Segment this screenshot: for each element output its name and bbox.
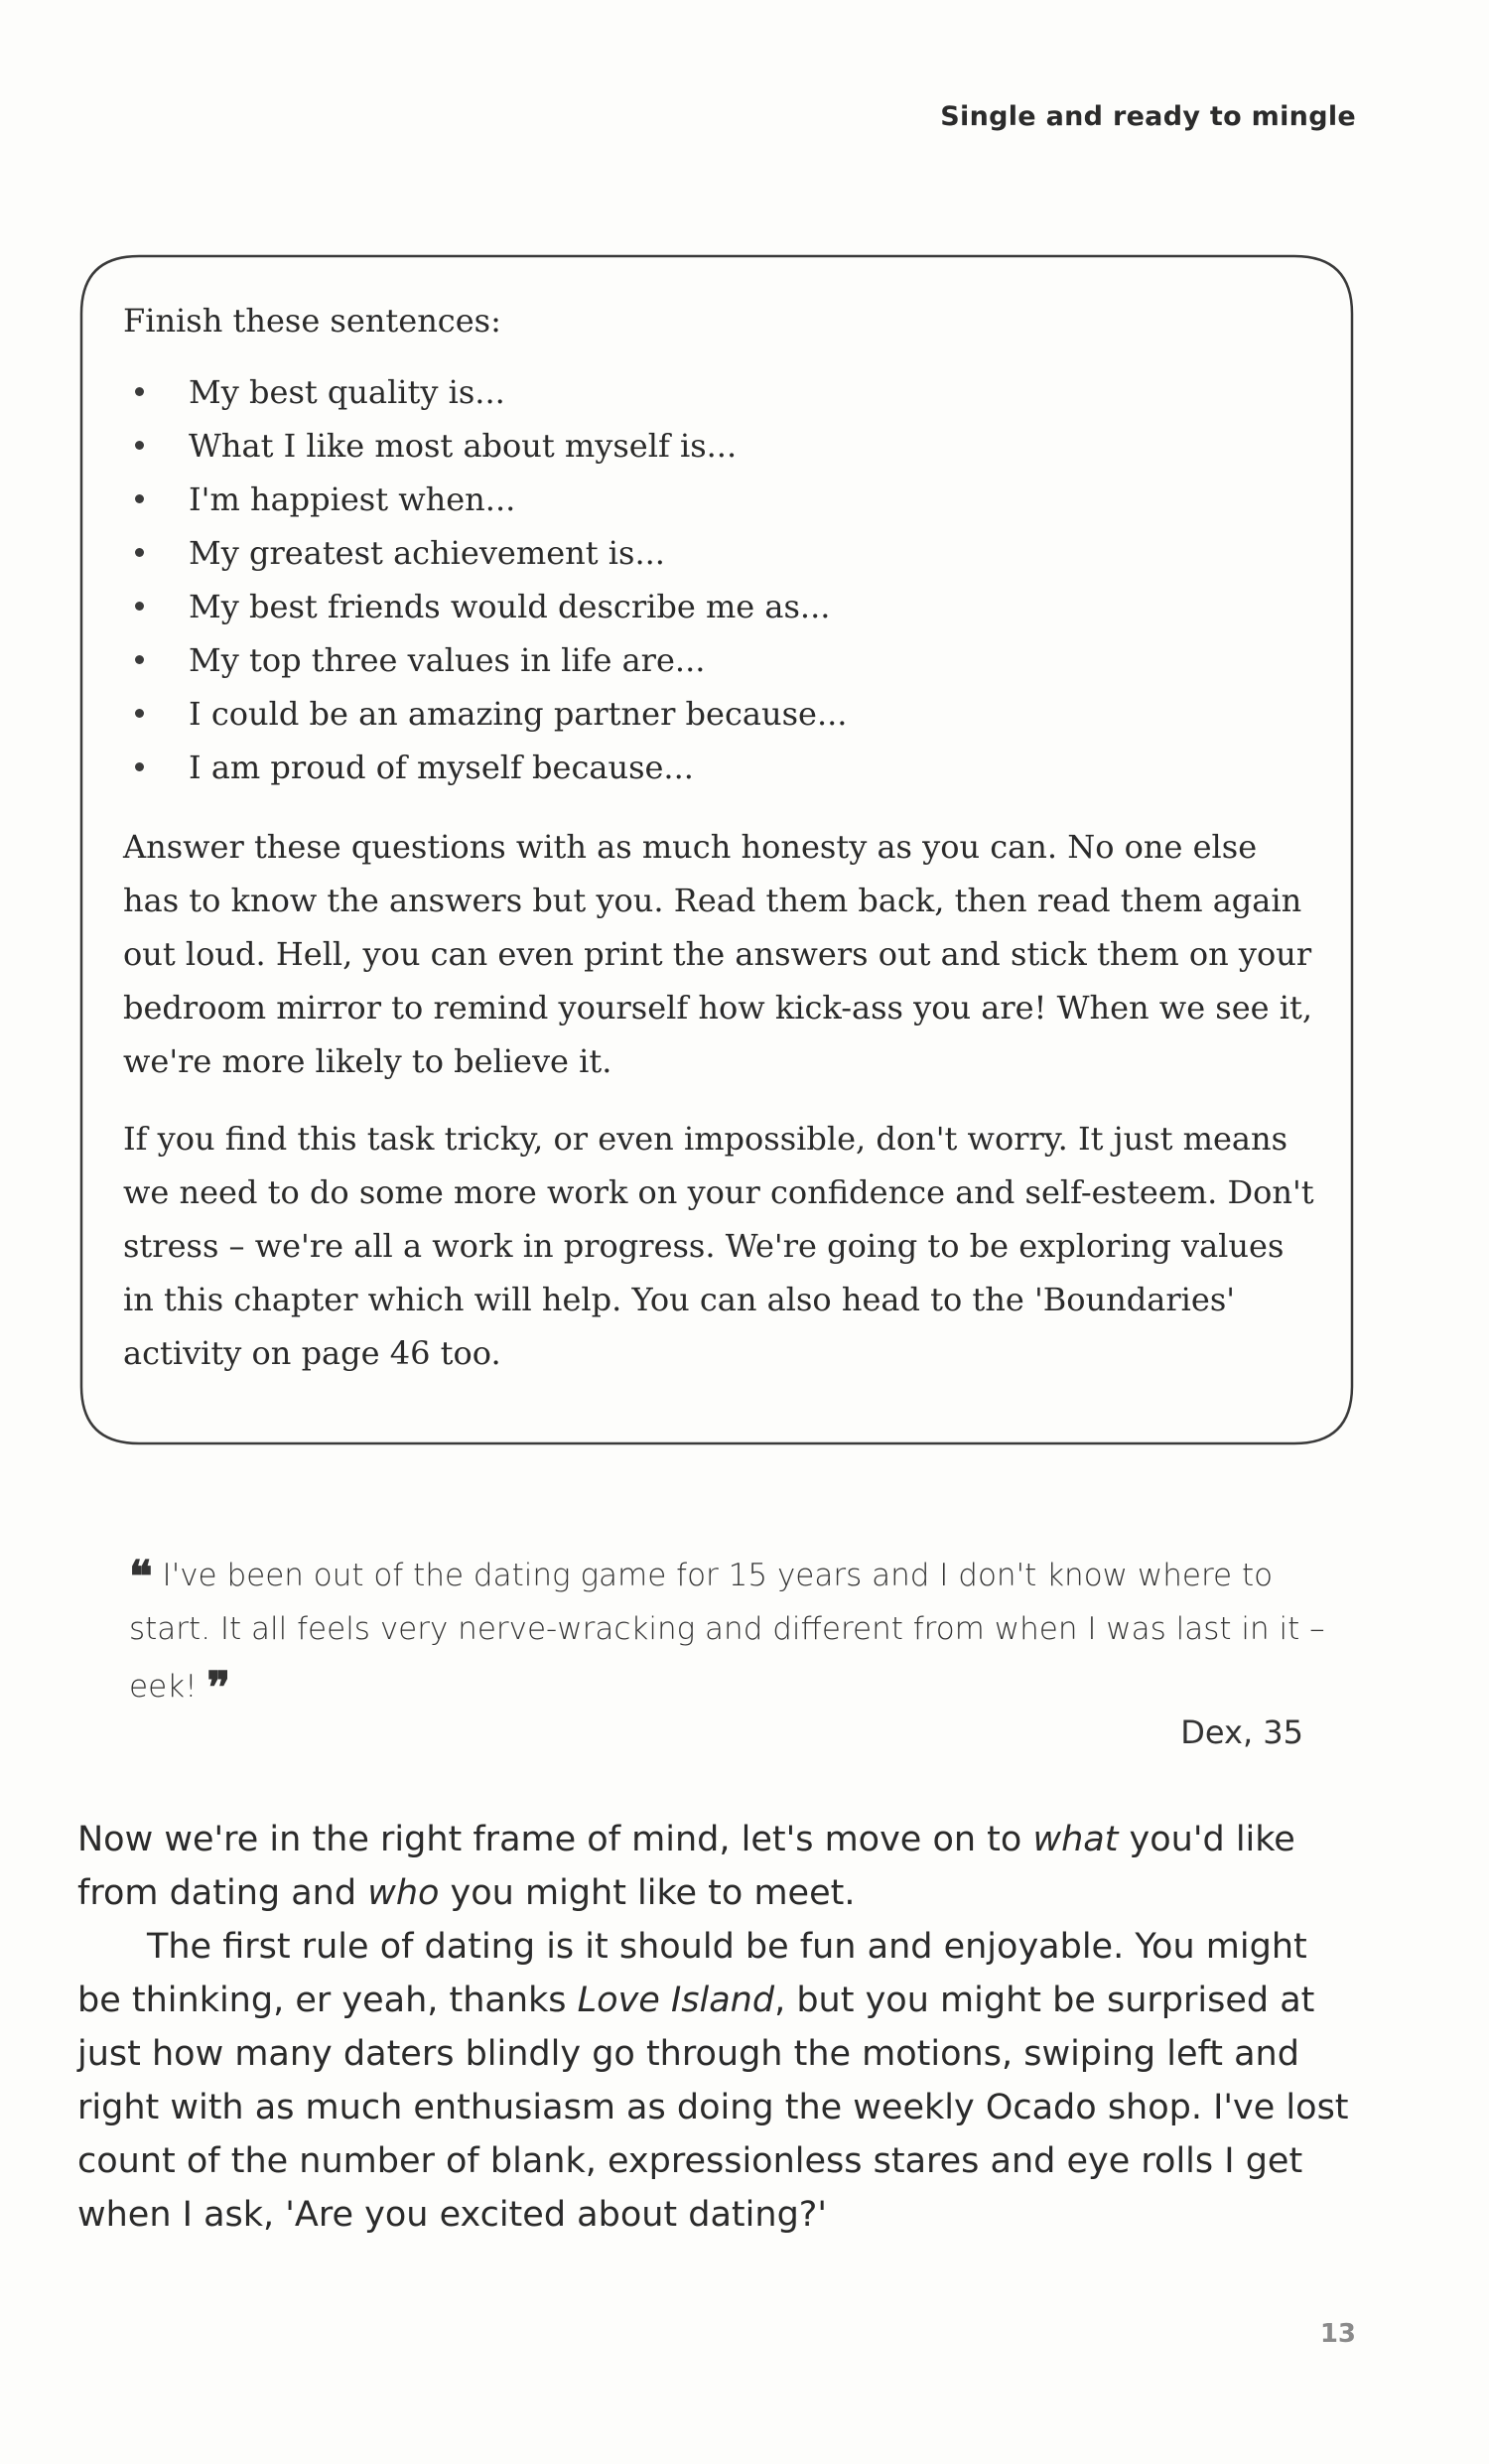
sentence-list — [123, 365, 1314, 794]
list-item: My greatest achievement is... — [123, 526, 1314, 580]
bullet-icon — [135, 387, 144, 396]
list-item: My best quality is... — [123, 365, 1314, 419]
list-item: I could be an amazing partner because... — [123, 687, 1314, 741]
bullet-icon — [135, 548, 144, 557]
bullet-icon — [135, 602, 144, 611]
list-item: My top three values in life are... — [123, 633, 1314, 687]
list-item: What I like most about myself is... — [123, 419, 1314, 473]
bullet-icon — [135, 494, 144, 503]
bullet-icon — [135, 762, 144, 771]
quote-text: I've been out of the dating game for 15 years and I don't know where to start. It all feels very nerve-wracking and different from when I was last in it – eek! — [129, 1558, 1325, 1705]
open-quote-icon: ❝ — [129, 1552, 153, 1602]
quote-attribution: Dex, 35 — [1180, 1713, 1303, 1751]
body-paragraph-1: Now we're in the right frame of mind, let's move on to what you'd like from dating and who you might like to meet. — [77, 1820, 1295, 1913]
page-number: 13 — [1319, 2319, 1356, 2349]
bullet-icon — [135, 709, 144, 718]
body-paragraph-2: The first rule of dating is it should be fun and enjoyable. You might be thinking, er yeah, thanks Love Island, but you might be surprised at just how many daters blindly go through the motions, swiping left and right with as much enthusiasm as doing the weekly Ocado shop. I've lost count of the number of blank, expressionless stares and eye rolls I get when I ask, 'Are you excited about dating?' — [77, 1927, 1349, 2235]
running-head: Single and ready to mingle — [940, 101, 1356, 132]
bullet-icon — [135, 441, 144, 450]
bullet-icon — [135, 655, 144, 664]
pull-quote — [129, 1545, 1330, 1713]
list-item: My best friends would describe me as... — [123, 580, 1314, 633]
list-item: I'm happiest when... — [123, 473, 1314, 526]
exercise-paragraph-1: Answer these questions with as much honesty as you can. No one else has to know the answers but you. Read them back, then read them again out loud. Hell, you can even print the answers out and stick them on your bedroom mirror to remind yourself how kick-ass you are! When we see it, we're more likely to believe it. — [123, 828, 1313, 1080]
exercise-paragraph-2: If you find this task tricky, or even impossible, don't worry. It just means we need to do some more work on your confidence and self-esteem. Don't stress – we're all a work in progress. We're going to be exploring values in this chapter which will help. You can also head to the 'Boundaries' activity on page 46 too. — [123, 1120, 1314, 1372]
close-quote-icon: ❞ — [206, 1663, 231, 1713]
exercise-box — [79, 254, 1354, 1445]
exercise-intro: Finish these sentences: — [123, 302, 501, 340]
list-item: I am proud of myself because... — [123, 741, 1314, 794]
body-text — [77, 1813, 1358, 2242]
exercise-box-content — [123, 294, 1314, 1404]
